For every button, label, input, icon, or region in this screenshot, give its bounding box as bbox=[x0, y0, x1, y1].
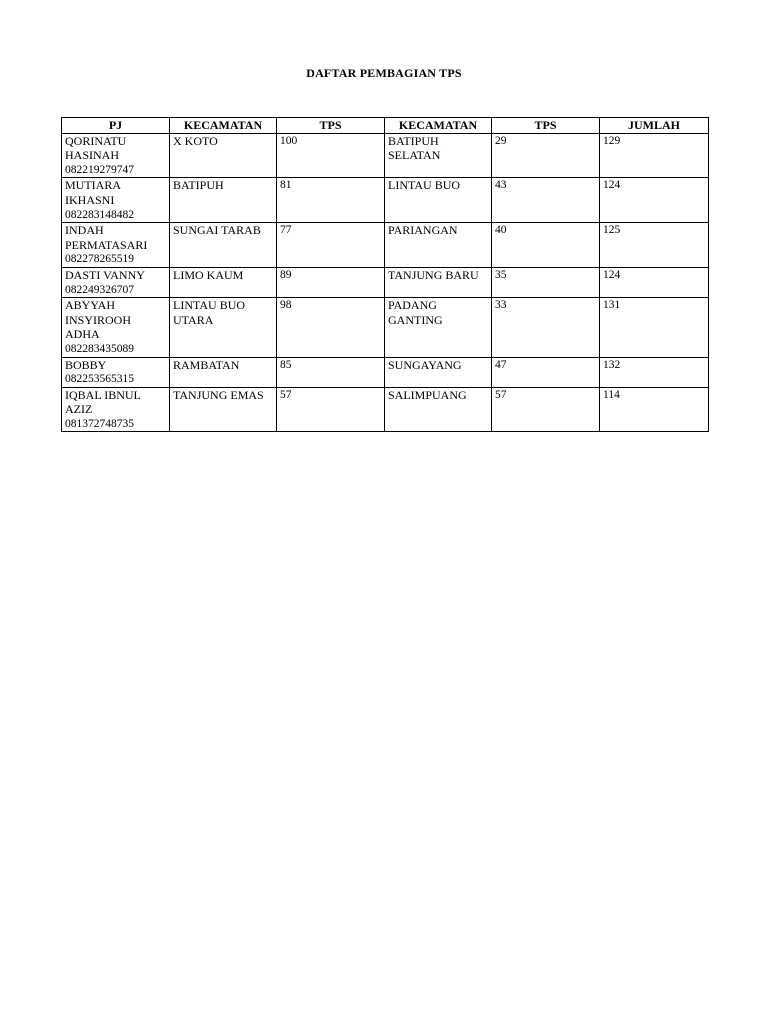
table-row bbox=[62, 267, 709, 297]
table-row bbox=[62, 298, 709, 357]
table-row bbox=[62, 133, 709, 178]
kecamatan-1-cell: X KOTO bbox=[170, 133, 277, 178]
pj-phone: 082283148482 bbox=[65, 208, 134, 221]
pj-name: IQBAL IBNUL AZIZ bbox=[65, 387, 141, 417]
tps-2-cell: 29 bbox=[492, 133, 600, 178]
jumlah-cell: 125 bbox=[600, 223, 709, 268]
jumlah-cell: 124 bbox=[600, 178, 709, 223]
pj-cell bbox=[62, 387, 170, 432]
table-row bbox=[62, 357, 709, 387]
kecamatan-1-cell: SUNGAI TARAB bbox=[170, 223, 277, 268]
jumlah-cell: 114 bbox=[600, 387, 709, 432]
pj-cell bbox=[62, 133, 170, 178]
tps-1-cell: 89 bbox=[277, 267, 385, 297]
kecamatan-2-cell: PARIANGAN bbox=[385, 223, 492, 268]
tps-1-cell: 77 bbox=[277, 223, 385, 268]
pj-phone: 082278265519 bbox=[65, 253, 134, 266]
kecamatan-2-cell: LINTAU BUO bbox=[385, 178, 492, 223]
tps-1-cell: 57 bbox=[277, 387, 385, 432]
kecamatan-2-cell: BATIPUH SELATAN bbox=[385, 133, 492, 178]
table-header-row bbox=[62, 118, 709, 134]
jumlah-cell: 131 bbox=[600, 298, 709, 357]
kecamatan-2-cell: TANJUNG BARU bbox=[385, 267, 492, 297]
pj-name: QORINATU HASINAH bbox=[65, 133, 127, 163]
pj-cell bbox=[62, 298, 170, 357]
tps-1-cell: 100 bbox=[277, 133, 385, 178]
pj-cell bbox=[62, 223, 170, 268]
table-row bbox=[62, 387, 709, 432]
kecamatan-1-cell: LINTAU BUO UTARA bbox=[170, 298, 277, 357]
pj-phone: 081372748735 bbox=[65, 417, 134, 430]
kecamatan-2-cell: SUNGAYANG bbox=[385, 357, 492, 387]
tps-1-cell: 81 bbox=[277, 178, 385, 223]
pj-cell bbox=[62, 178, 170, 223]
pj-phone: 082253565315 bbox=[65, 373, 134, 386]
kecamatan-2-cell: PADANG GANTING bbox=[385, 298, 492, 357]
table-row bbox=[62, 178, 709, 223]
pj-name: INDAH PERMATASARI bbox=[65, 223, 148, 252]
tps-2-cell: 35 bbox=[492, 267, 600, 297]
pj-name: BOBBY bbox=[65, 357, 107, 372]
header-pj: PJ bbox=[62, 118, 170, 134]
pj-name: ABYYAH INSYIROOH ADHA bbox=[65, 298, 131, 342]
kecamatan-1-cell: LIMO KAUM bbox=[170, 267, 277, 297]
document-title: DAFTAR PEMBAGIAN TPS bbox=[306, 66, 462, 80]
tps-2-cell: 57 bbox=[492, 387, 600, 432]
tps-distribution-table bbox=[61, 117, 709, 432]
kecamatan-2-cell: SALIMPUANG bbox=[385, 387, 492, 432]
pj-phone: 082219279747 bbox=[65, 163, 134, 176]
jumlah-cell: 129 bbox=[600, 133, 709, 178]
tps-1-cell: 98 bbox=[277, 298, 385, 357]
pj-cell bbox=[62, 267, 170, 297]
tps-2-cell: 33 bbox=[492, 298, 600, 357]
table-row bbox=[62, 223, 709, 268]
header-tps-2: TPS bbox=[492, 118, 600, 134]
jumlah-cell: 124 bbox=[600, 267, 709, 297]
pj-name: DASTI VANNY bbox=[65, 267, 145, 282]
tps-1-cell: 85 bbox=[277, 357, 385, 387]
jumlah-cell: 132 bbox=[600, 357, 709, 387]
header-jumlah: JUMLAH bbox=[600, 118, 709, 134]
tps-2-cell: 47 bbox=[492, 357, 600, 387]
pj-cell bbox=[62, 357, 170, 387]
kecamatan-1-cell: BATIPUH bbox=[170, 178, 277, 223]
pj-name: MUTIARA IKHASNI bbox=[65, 178, 121, 207]
pj-phone: 082249326707 bbox=[65, 283, 134, 296]
header-kecamatan-1: KECAMATAN bbox=[170, 118, 277, 134]
tps-2-cell: 40 bbox=[492, 223, 600, 268]
kecamatan-1-cell: RAMBATAN bbox=[170, 357, 277, 387]
header-kecamatan-2: KECAMATAN bbox=[385, 118, 492, 134]
header-tps-1: TPS bbox=[277, 118, 385, 134]
pj-phone: 082283435089 bbox=[65, 342, 134, 355]
tps-2-cell: 43 bbox=[492, 178, 600, 223]
kecamatan-1-cell: TANJUNG EMAS bbox=[170, 387, 277, 432]
